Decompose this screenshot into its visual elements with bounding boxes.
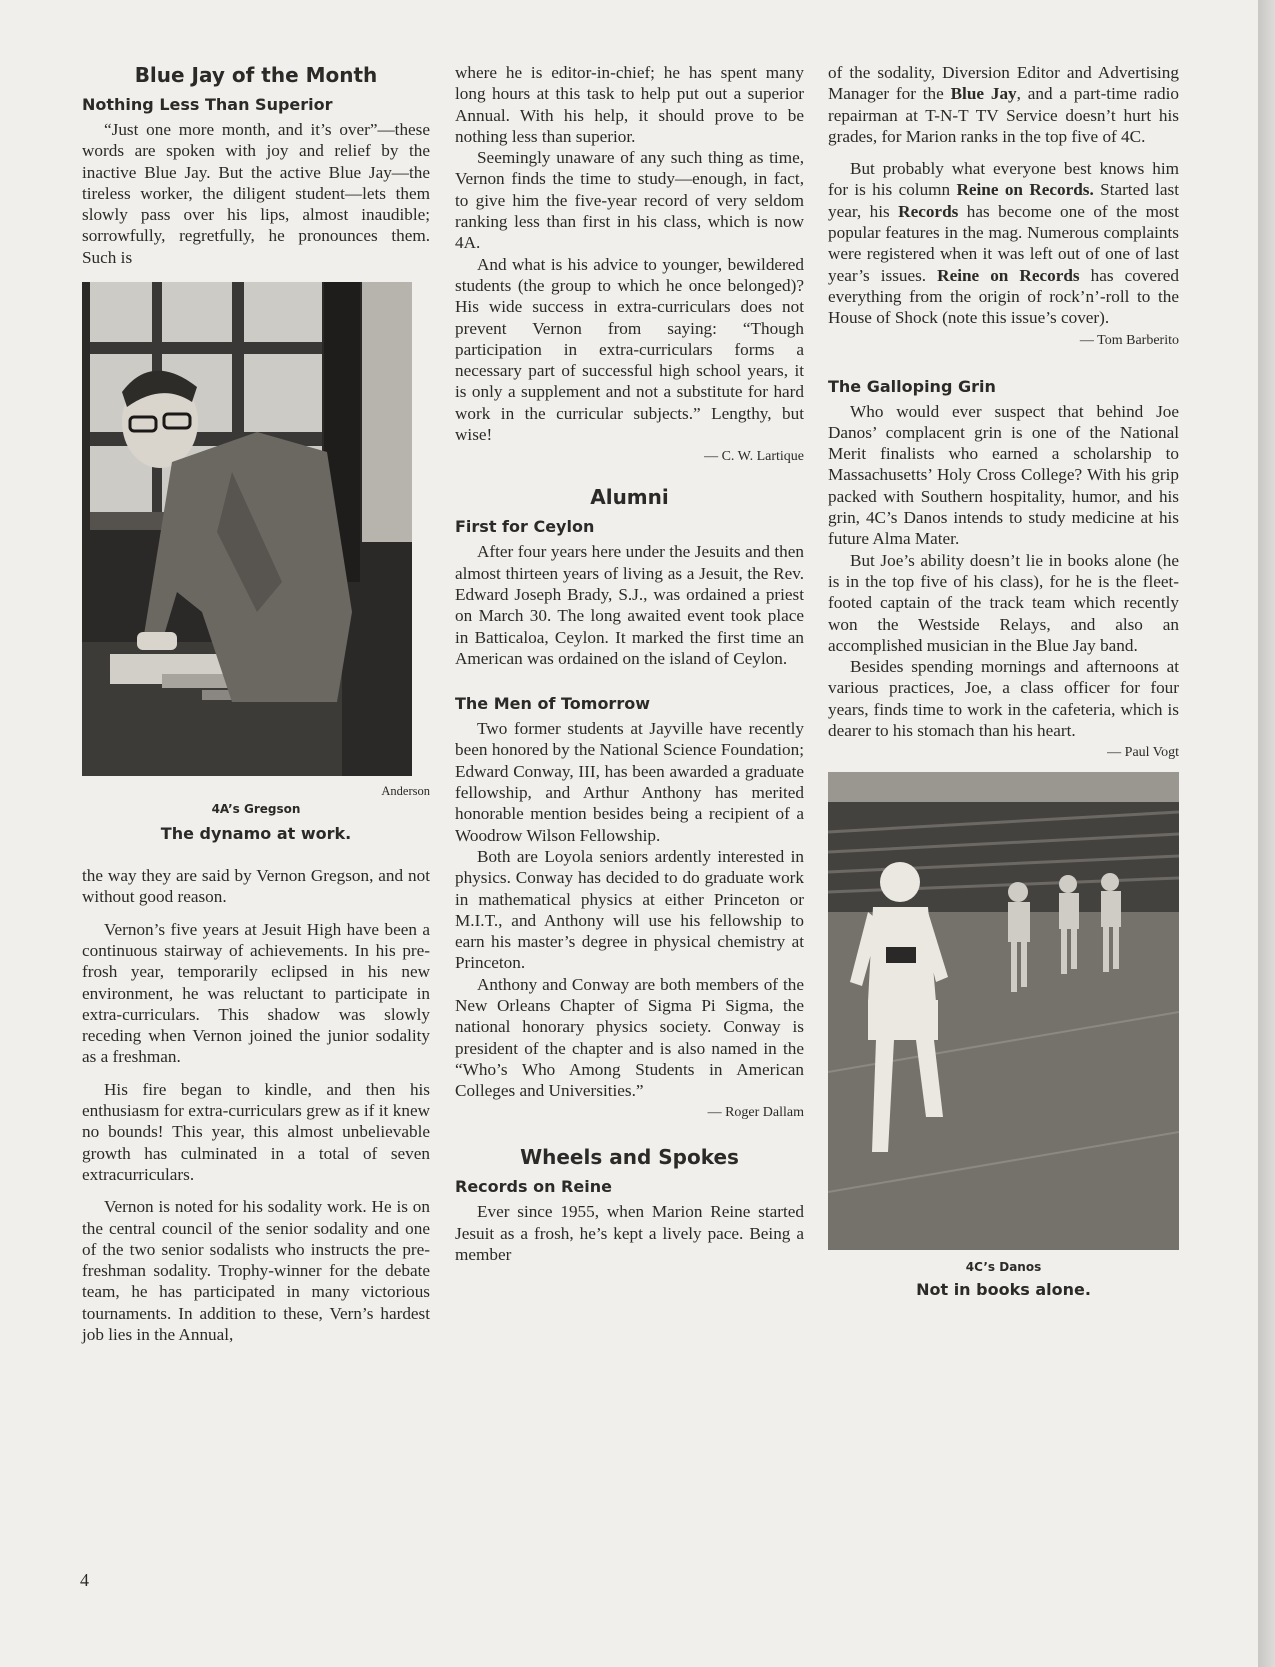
bold-title: Records: [898, 201, 959, 221]
paragraph: “Just one more month, and it’s over”—these words are spoken with joy and relief by the inactive Blue Jay. But the active Blue Jay—the tireless worker, the diligent student—lets them slowly pass over his lips, almost inaudible; sorrowfully, regretfully, he pronounces them. Such is: [82, 120, 430, 267]
paragraph: Vernon’s five years at Jesuit High have been a continuous stairway of achievements. In his pre-frosh year, temporarily eclipsed in his new environment, he was reluctant to participate in extra-curriculars. This shadow was slowly receding when Vernon joined the junior sodality as a freshman.: [82, 919, 430, 1067]
subheading-records-on-reine: Records on Reine: [455, 1177, 612, 1197]
column-1: [82, 62, 430, 1345]
byline: — C. W. Lartique: [704, 449, 804, 465]
page-number: 4: [80, 1570, 89, 1590]
subheading-galloping-grin: The Galloping Grin: [828, 376, 996, 396]
page-edge: [1258, 0, 1275, 1667]
photo-caption-name: 4C’s Danos: [965, 1260, 1042, 1275]
paragraph: of the sodality, Diversion Editor and Advertising Manager for the Blue Jay, and a part-time radio repairman at T-N-T TV Service doesn’t hurt his grades, for Marion ranks in the top five of 4C.: [828, 63, 1179, 146]
column-2: [455, 62, 804, 1265]
photo-caption-title: The dynamo at work.: [160, 824, 352, 844]
paragraph: Both are Loyola seniors ardently interested in physics. Conway has decided to do graduate work in mathematical physics at either Princeton or M.I.T., and Anthony will use his fellowship to earn his master’s degree in physical chemistry at Princeton.: [455, 846, 804, 973]
paragraph: Ever since 1955, when Marion Reine started Jesuit as a frosh, he’s kept a lively pace. Being a member: [455, 1202, 804, 1265]
bold-title: Blue Jay: [950, 84, 1017, 104]
paragraph: Who would ever suspect that behind Joe Danos’ complacent grin is one of the National Merit finalists who earned a scholarship to Massachusetts’ Holy Cross College? With his grip packed with Southern hospitality, humor, and his grin, 4C’s Danos intends to study medicine at his future Alma Mater.: [828, 401, 1179, 549]
photo-caption-title: Not in books alone.: [916, 1280, 1091, 1300]
subheading-nothing-less-than-superior: Nothing Less Than Superior: [82, 95, 333, 114]
photo-caption-name: 4A’s Gregson: [211, 802, 301, 817]
paragraph: Anthony and Conway are both members of the New Orleans Chapter of Sigma Pi Sigma, the national honorary physics society. Conway is president of the chapter and is also named in the “Who’s Who Among Students in American Colleges and Universities.”: [455, 974, 804, 1101]
column-3: [828, 62, 1179, 1299]
paragraph: Seemingly unaware of any such thing as time, Vernon finds the time to study—enough, in fact, to give him the five-year record of very seldom ranking less than first in his class, which is now 4A.: [455, 148, 804, 253]
byline: — Tom Barberito: [1079, 332, 1179, 348]
paragraph: Besides spending mornings and afternoons at various practices, Joe, a class officer for four years, finds time to work in the cafeteria, which is dearer to his stomach than his heart.: [828, 657, 1179, 741]
paragraph: But probably what everyone best knows him for is his column Reine on Records. Started last year, his Records has become one of the most popular features in the mag. Numerous complaints were registered when it was left out of one of last year’s issues. Reine on Records has covered everything from the origin of rock’n’-roll to the House of Shock (note this issue’s cover).: [828, 159, 1179, 328]
paragraph: Two former students at Jayville have recently been honored by the National Science Foundation; Edward Conway, III, has been awarded a graduate fellowship, and Arthur Anthony has merited honorable mention besides being a recipient of a Woodrow Wilson Fellowship.: [455, 719, 804, 845]
paragraph: Vernon is noted for his sodality work. He is on the central council of the senior sodality and one of the two senior sodalists who instructs the pre-freshman sodality. Trophy-winner for the debate team, he has participated in many victorious tournaments. In addition to these, Vern’s hardest job lies in the Annual,: [82, 1197, 430, 1345]
paragraph: His fire began to kindle, and then his enthusiasm for extra-curriculars grew as if it knew no bounds! This year, this almost unbelievable growth has culminated in a total of seven extracurriculars.: [82, 1079, 430, 1184]
paragraph: But Joe’s ability doesn’t lie in books alone (he is in the top five of his class), for he is the fleet-footed captain of the track team which recently won the Westside Relays, and also an accomplished musician in the Blue Jay band.: [828, 550, 1179, 655]
heading-wheels-and-spokes: Wheels and Spokes: [520, 1145, 739, 1170]
photo-danos-running: [828, 772, 1179, 1250]
subheading-first-for-ceylon: First for Ceylon: [455, 517, 595, 537]
bold-title: Reine on Records.: [956, 180, 1094, 200]
photo-gregson-at-desk: [82, 282, 412, 776]
paragraph: And what is his advice to younger, bewildered students (the group to which he once belonged)? His wide success in extra-curriculars does not prevent Vernon from saying: “Though participation in extra-curriculars forms a necessary part of successful high school years, it is only a supplement and not a substitute for hard work in the curricular subjects.” Lengthy, but wise!: [455, 254, 804, 445]
paragraph: where he is editor-in-chief; he has spent many long hours at this task to help put out a superior Annual. With his help, it should prove to be nothing less than superior.: [455, 63, 804, 146]
heading-blue-jay-of-the-month: Blue Jay of the Month: [134, 63, 378, 87]
subheading-men-of-tomorrow: The Men of Tomorrow: [455, 694, 650, 714]
heading-alumni: Alumni: [590, 485, 669, 510]
byline: — Paul Vogt: [1107, 745, 1179, 761]
paragraph: After four years here under the Jesuits and then almost thirteen years of living as a Jesuit, the Rev. Edward Joseph Brady, S.J., was ordained a priest on March 30. The long awaited event took place in Batticaloa, Ceylon. It marked the first time an American was ordained on the island of Ceylon.: [455, 542, 804, 668]
bold-title: Reine on Records: [937, 265, 1080, 285]
photo-credit: Anderson: [381, 784, 430, 799]
paragraph: the way they are said by Vernon Gregson, and not without good reason.: [82, 866, 430, 907]
byline: — Roger Dallam: [707, 1105, 804, 1121]
